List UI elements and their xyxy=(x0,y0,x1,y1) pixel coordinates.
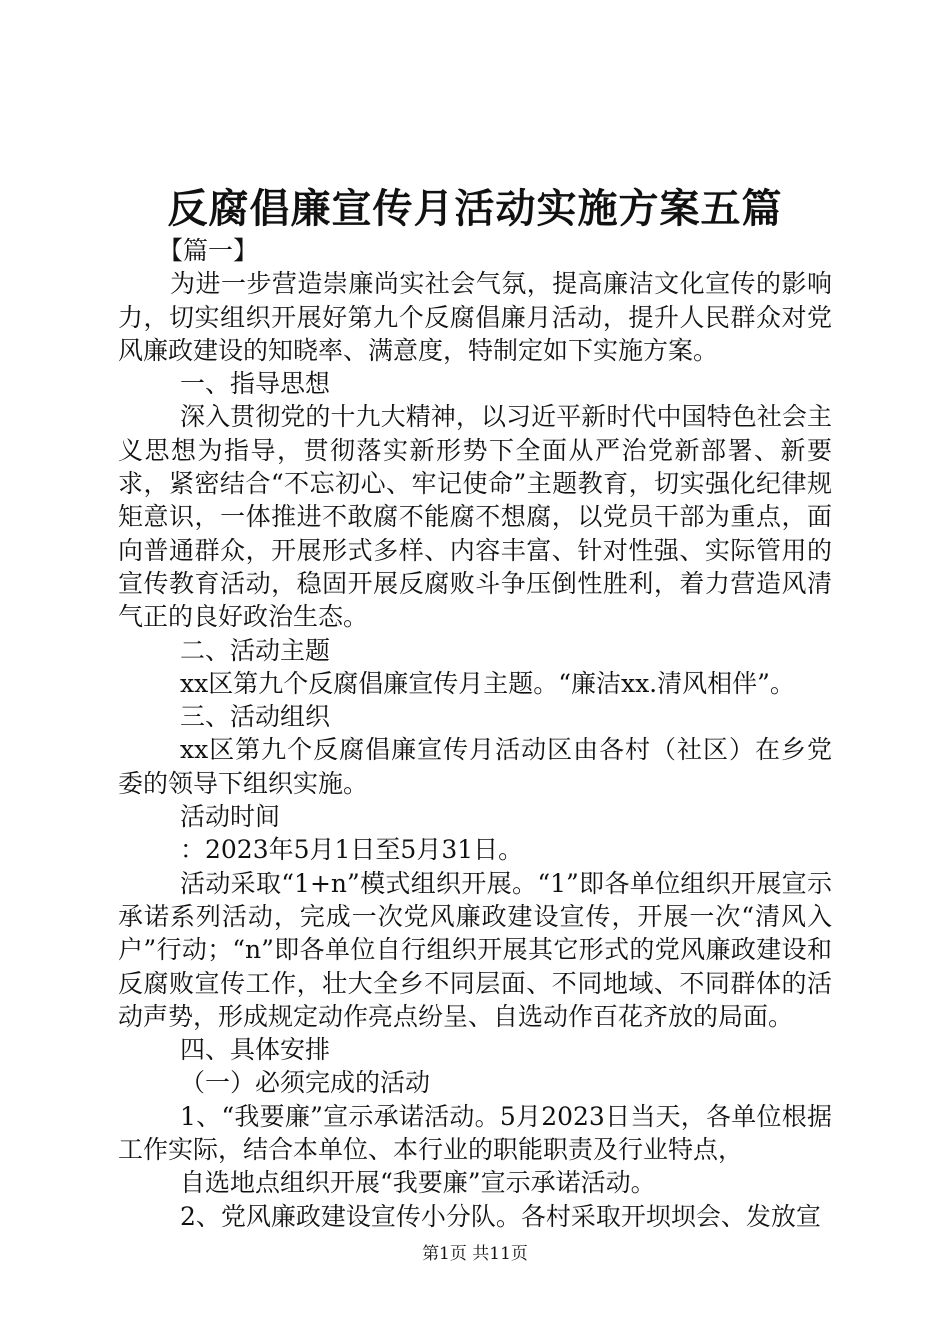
heading-guiding-ideology: 一、指导思想 xyxy=(180,369,331,399)
paragraph-item-1: 1、“我要廉”宣示承诺活动。5月2023日当天，各单位根据工作实际，结合本单位、本行业的职能职责及行业特点， xyxy=(118,1101,832,1165)
paragraph-activity-time: ：2023年5月1日至5月31日。 xyxy=(180,835,524,865)
heading-activity-time: 活动时间 xyxy=(180,802,281,832)
paragraph-item-2: 2、党风廉政建设宣传小分队。各村采取开坝坝会、发放宣 xyxy=(180,1201,821,1231)
heading-theme: 二、活动主题 xyxy=(180,635,331,665)
heading-organization: 三、活动组织 xyxy=(180,702,331,732)
paragraph-item-1-cont: 自选地点组织开展“我要廉”宣示承诺活动。 xyxy=(180,1168,656,1198)
paragraph-organization: xx区第九个反腐倡廉宣传月活动区由各村（社区）在乡党委的领导下组织实施。 xyxy=(118,735,832,798)
paragraph-activity-mode: 活动采取“1+n”模式组织开展。“1”即各单位组织开展宣示承诺系列活动，完成一次党风廉政建设宣传，开展一次“清风入户”行动；“n”即各单位自行组织开展其它形式的党风廉政建设和反腐败宣传工作，壮大全乡不同层面、不同地域、不同群体的活动声势，形成规定动作亮点纷呈、自选动作百花齐放的局面。 xyxy=(118,868,832,1031)
paragraph-guiding-ideology: 深入贯彻党的十九大精神，以习近平新时代中国特色社会主义思想为指导，贯彻落实新形势下全面从严治党新部署、新要求，紧密结合“不忘初心、牢记使命”主题教育，切实强化纪律规矩意识，一体推进不敢腐不能腐不想腐，以党员干部为重点，面向普通群众，开展形式多样、内容丰富、针对性强、实际管用的宣传教育活动，稳固开展反腐败斗争压倒性胜利，着力营造风清气正的良好政治生态。 xyxy=(118,402,832,632)
heading-arrangement: 四、具体安排 xyxy=(180,1035,331,1065)
paragraph-intro: 为进一步营造崇廉尚实社会气氛，提高廉洁文化宣传的影响力，切实组织开展好第九个反腐倡廉月活动，提升人民群众对党风廉政建设的知晓率、满意度，特制定如下实施方案。 xyxy=(118,269,832,365)
document-title: 反腐倡廉宣传月活动实施方案五篇 xyxy=(167,186,783,232)
paragraph-theme: xx区第九个反腐倡廉宣传月主题。“廉洁xx.清风相伴”。 xyxy=(180,668,795,698)
subheading-required-activities: （一）必须完成的活动 xyxy=(180,1068,431,1098)
document-body xyxy=(118,234,832,1233)
page-footer: 第1页 共11页 xyxy=(422,1244,528,1264)
section-marker: 【篇一】 xyxy=(158,236,259,265)
